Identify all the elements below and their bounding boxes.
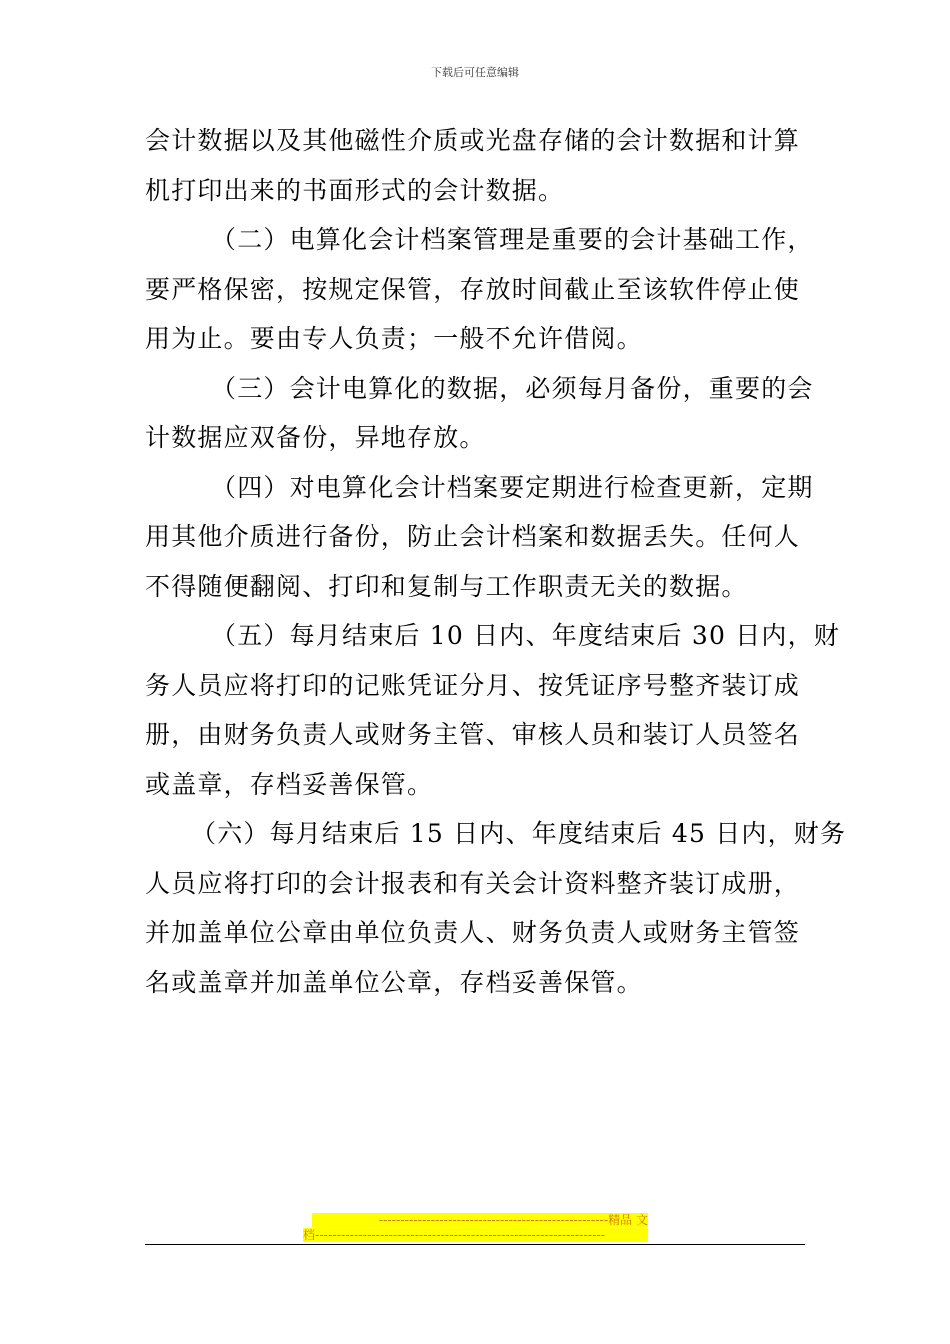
paragraph-4-start: （四）对电算化会计档案要定期进行检查更新，定期 [211,472,814,502]
paragraph-2-start: （二）电算化会计档案管理是重要的会计基础工作， [211,225,814,254]
paragraph-6-start: （六）每月结束后 15 日内、年度结束后 45 日内，财务 [191,819,847,848]
text-line: 册，由财务负责人或财务主管、审核人员和装订人员签名 [145,720,801,749]
text-line: 务人员应将打印的记账凭证分月、按凭证序号整齐装订成 [145,670,801,700]
text-line: 机打印出来的书面形式的会计数据。 [145,175,565,205]
header-note: 下载后可任意编辑 [431,66,519,79]
text-line: 要严格保密，按规定保管，存放时间截止至该软件停止使 [145,274,801,304]
paragraph-5-start: （五）每月结束后 10 日内、年度结束后 30 日内，财 [211,621,841,650]
footer-watermark-line-1: -----------------------------------------------------精品 文 [312,1213,648,1227]
text-line: 并加盖单位公章由单位负责人、财务负责人或财务主管签 [145,918,801,947]
footer-rule [145,1244,805,1245]
paragraph-3-start: （三）会计电算化的数据，必须每月备份，重要的会 [211,373,814,403]
text-line: 计数据应双备份，异地存放。 [145,423,486,452]
text-line: 用为止。要由专人负责；一般不允许借阅。 [145,324,643,353]
text-line: 不得随便翻阅、打印和复制与工作职责无关的数据。 [145,571,748,601]
text-line: 名或盖章并加盖单位公章，存档妥善保管。 [145,967,643,997]
document-body [145,116,847,1007]
text-line: 用其他介质进行备份，防止会计档案和数据丢失。任何人 [145,522,801,551]
text-line: 会计数据以及其他磁性介质或光盘存储的会计数据和计算 [145,126,801,155]
text-line: 或盖章，存档妥善保管。 [145,769,434,799]
footer-watermark-line-2: 档------------------------------------------------------------------- [303,1228,648,1242]
text-line: 人员应将打印的会计报表和有关会计资料整齐装订成册， [145,868,801,898]
